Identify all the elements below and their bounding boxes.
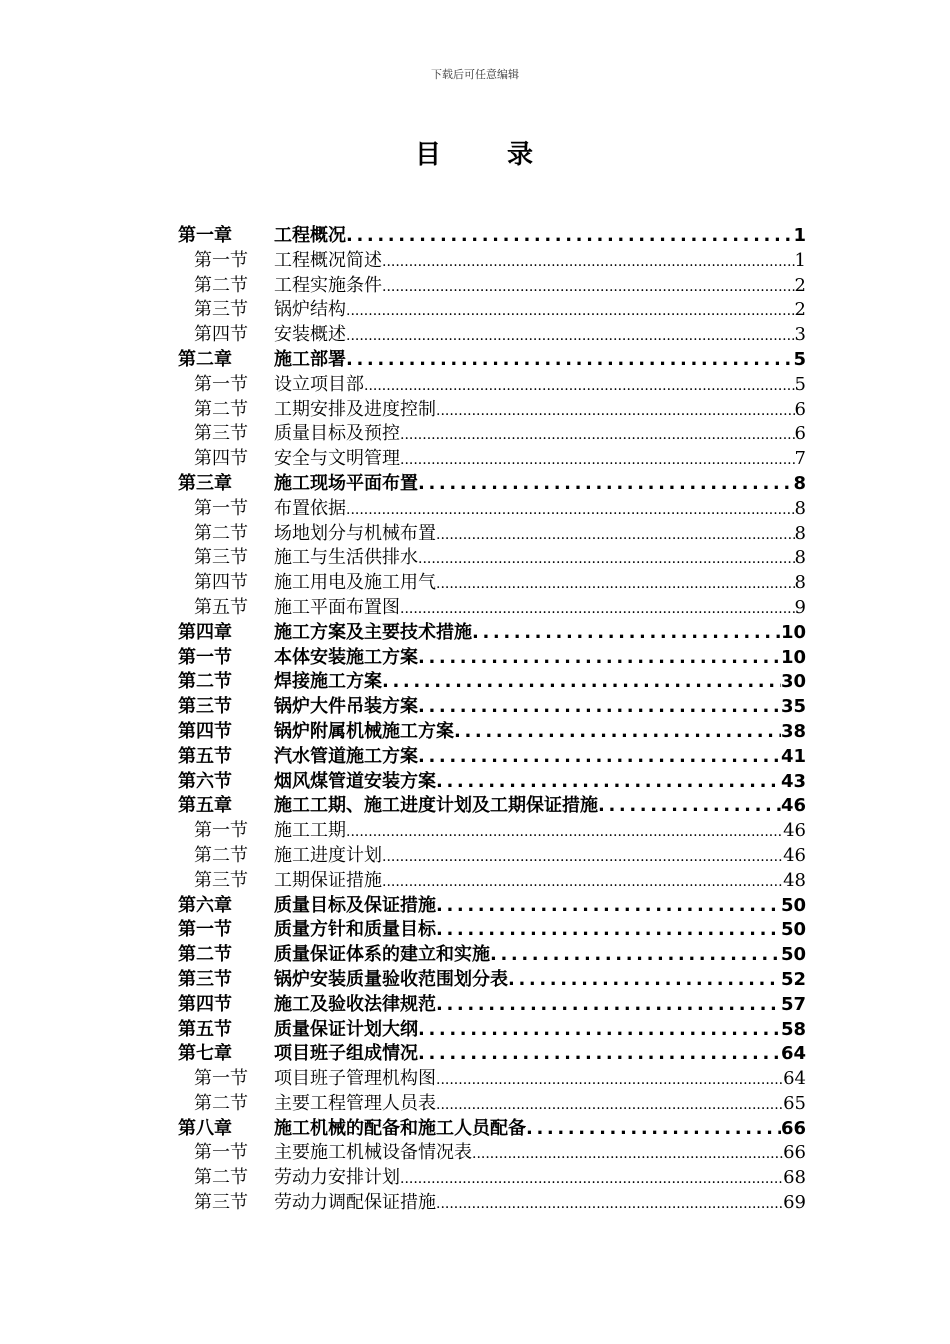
toc-page-number: 38 — [780, 720, 806, 742]
toc-entry-title: 施工工期 — [274, 820, 346, 842]
toc-entry-label: 第一节 — [194, 249, 248, 271]
toc-page-number: 1 — [793, 225, 806, 246]
toc-page-number: 30 — [780, 671, 806, 693]
toc-entry-title: 质量目标及预控 — [274, 423, 400, 445]
toc-dot-leader — [418, 646, 781, 671]
toc-entry-label: 第三节 — [178, 696, 232, 718]
toc-dot-leader — [454, 720, 781, 745]
toc-entry-heading[interactable] — [178, 943, 806, 968]
toc-page-number: 52 — [780, 968, 806, 990]
toc-page-number: 8 — [794, 497, 806, 519]
toc-entry-label: 第三节 — [194, 869, 248, 891]
toc-entry-subsection[interactable] — [178, 546, 806, 571]
toc-dot-leader — [436, 1093, 783, 1118]
toc-page-number: 68 — [783, 1167, 806, 1189]
toc-page-number: 66 — [783, 1142, 806, 1164]
toc-page-number: 41 — [780, 745, 806, 767]
toc-page-number: 50 — [780, 944, 806, 966]
toc-dot-leader — [418, 472, 793, 497]
toc-entry-title: 锅炉结构 — [274, 299, 346, 321]
toc-entry-title: 施工部署 — [274, 348, 346, 370]
toc-dot-leader — [436, 770, 781, 795]
toc-entry-title: 布置依据 — [274, 497, 346, 519]
toc-entry-title: 施工机械的配备和施工人员配备 — [274, 1117, 526, 1139]
toc-page-number: 57 — [780, 993, 806, 1015]
toc-entry-title: 质量目标及保证措施 — [274, 894, 436, 916]
toc-page-number: 8 — [793, 472, 806, 494]
toc-entry-label: 第二节 — [178, 671, 232, 693]
toc-entry-heading[interactable] — [178, 472, 806, 497]
toc-entry-label: 第二节 — [194, 844, 248, 866]
toc-entry-title: 烟风煤管道安装方案 — [274, 770, 436, 792]
toc-entry-label: 第六章 — [178, 894, 232, 916]
toc-entry-title: 设立项目部 — [274, 373, 364, 395]
toc-entry-title: 工程实施条件 — [274, 274, 382, 296]
toc-entry-heading[interactable] — [178, 968, 806, 993]
toc-entry-label: 第一节 — [178, 646, 232, 668]
toc-dot-leader — [436, 572, 795, 597]
toc-dot-leader — [526, 1117, 781, 1142]
toc-dot-leader — [346, 498, 795, 523]
table-of-contents — [178, 224, 806, 1216]
toc-page-number: 66 — [780, 1117, 806, 1139]
toc-page-number: 46 — [780, 795, 806, 817]
toc-entry-title: 本体安装施工方案 — [274, 646, 418, 668]
toc-entry-label: 第一节 — [178, 919, 232, 941]
toc-entry-heading[interactable] — [178, 794, 806, 819]
toc-dot-leader — [472, 621, 781, 646]
toc-entry-label: 第八章 — [178, 1117, 232, 1139]
title-char-right: 录 — [507, 140, 536, 170]
toc-dot-leader — [346, 299, 795, 324]
toc-dot-leader — [508, 968, 781, 993]
toc-dot-leader — [382, 870, 783, 895]
toc-entry-subsection[interactable] — [178, 398, 806, 423]
toc-entry-label: 第三节 — [194, 547, 248, 569]
toc-entry-label: 第五节 — [178, 1018, 232, 1040]
toc-page-number: 2 — [794, 274, 806, 296]
toc-entry-label: 第四节 — [194, 572, 248, 594]
toc-dot-leader — [382, 845, 783, 870]
toc-entry-label: 第四节 — [178, 720, 232, 742]
toc-dot-leader — [346, 224, 793, 249]
toc-entry-title: 安装概述 — [274, 324, 346, 346]
toc-page-number: 8 — [794, 547, 806, 569]
toc-dot-leader — [400, 597, 795, 622]
toc-page-number: 48 — [783, 869, 806, 891]
toc-entry-title: 质量保证体系的建立和实施 — [274, 944, 490, 966]
toc-entry-heading[interactable] — [178, 348, 806, 373]
toc-entry-label: 第一节 — [194, 1142, 248, 1164]
toc-dot-leader — [382, 670, 781, 695]
toc-entry-title: 施工工期、施工进度计划及工期保证措施 — [274, 795, 598, 817]
toc-page-number: 58 — [780, 1018, 806, 1040]
toc-entry-title: 安全与文明管理 — [274, 448, 400, 470]
toc-page-number: 46 — [783, 844, 806, 866]
toc-entry-label: 第二节 — [194, 398, 248, 420]
toc-entry-label: 第六节 — [178, 770, 232, 792]
toc-entry-label: 第二节 — [194, 274, 248, 296]
toc-entry-title: 汽水管道施工方案 — [274, 745, 418, 767]
toc-dot-leader — [400, 423, 795, 448]
toc-entry-title: 锅炉安装质量验收范围划分表 — [274, 968, 508, 990]
toc-dot-leader — [400, 448, 795, 473]
toc-entry-label: 第三节 — [178, 968, 232, 990]
toc-entry-label: 第三章 — [178, 472, 232, 494]
toc-entry-subsection[interactable] — [178, 274, 806, 299]
toc-dot-leader — [490, 943, 781, 968]
page-header-note: 下载后可任意编辑 — [431, 68, 519, 81]
toc-dot-leader — [346, 820, 783, 845]
toc-dot-leader — [436, 1068, 783, 1093]
toc-dot-leader — [346, 324, 795, 349]
toc-dot-leader — [436, 399, 795, 424]
toc-entry-title: 质量保证计划大纲 — [274, 1018, 418, 1040]
toc-entry-label: 第七章 — [178, 1043, 232, 1065]
toc-entry-subsection[interactable] — [178, 869, 806, 894]
toc-entry-heading[interactable] — [178, 670, 806, 695]
toc-entry-label: 第二章 — [178, 348, 232, 370]
toc-entry-title: 施工与生活供排水 — [274, 547, 418, 569]
toc-page-number: 43 — [780, 770, 806, 792]
toc-entry-subsection[interactable] — [178, 1092, 806, 1117]
toc-entry-label: 第二节 — [194, 1092, 248, 1114]
toc-entry-heading[interactable] — [178, 224, 806, 249]
toc-entry-title: 施工进度计划 — [274, 844, 382, 866]
toc-entry-subsection[interactable] — [178, 1141, 806, 1166]
title-char-left: 目 — [414, 140, 443, 170]
toc-entry-label: 第一节 — [194, 497, 248, 519]
toc-dot-leader — [436, 523, 795, 548]
toc-dot-leader — [382, 275, 795, 300]
toc-dot-leader — [382, 250, 795, 275]
toc-page-number: 46 — [783, 820, 806, 842]
toc-page-number: 5 — [793, 348, 806, 370]
toc-entry-title: 施工方案及主要技术措施 — [274, 621, 472, 643]
toc-entry-title: 施工现场平面布置 — [274, 472, 418, 494]
toc-entry-heading[interactable] — [178, 745, 806, 770]
toc-entry-title: 工程概况简述 — [274, 249, 382, 271]
toc-entry-heading[interactable] — [178, 646, 806, 671]
toc-entry-label: 第三节 — [194, 423, 248, 445]
toc-dot-leader — [418, 1042, 781, 1067]
toc-entry-title: 工期安排及进度控制 — [274, 398, 436, 420]
toc-entry-subsection[interactable] — [178, 1067, 806, 1092]
toc-page-number: 1 — [794, 249, 806, 271]
toc-entry-label: 第四节 — [194, 448, 248, 470]
toc-entry-title: 焊接施工方案 — [274, 671, 382, 693]
toc-entry-title: 劳动力安排计划 — [274, 1167, 400, 1189]
toc-dot-leader — [436, 894, 781, 919]
toc-entry-title: 项目班子组成情况 — [274, 1043, 418, 1065]
toc-dot-leader — [598, 794, 781, 819]
toc-dot-leader — [436, 1192, 783, 1217]
toc-entry-title: 工程概况 — [274, 225, 346, 246]
toc-page-number: 10 — [780, 646, 806, 668]
toc-entry-heading[interactable] — [178, 993, 806, 1018]
toc-page-number: 35 — [780, 696, 806, 718]
toc-entry-label: 第四节 — [178, 993, 232, 1015]
toc-entry-subsection[interactable] — [178, 323, 806, 348]
toc-entry-subsection[interactable] — [178, 447, 806, 472]
toc-entry-title: 项目班子管理机构图 — [274, 1068, 436, 1090]
toc-entry-heading[interactable] — [178, 695, 806, 720]
toc-entry-label: 第四章 — [178, 621, 232, 643]
toc-entry-label: 第三节 — [194, 1192, 248, 1214]
toc-entry-subsection[interactable] — [178, 1166, 806, 1191]
toc-entry-label: 第五节 — [178, 745, 232, 767]
toc-entry-subsection[interactable] — [178, 819, 806, 844]
toc-entry-label: 第一章 — [178, 225, 232, 246]
toc-entry-heading[interactable] — [178, 1018, 806, 1043]
toc-entry-title: 劳动力调配保证措施 — [274, 1192, 436, 1214]
toc-entry-heading[interactable] — [178, 894, 806, 919]
toc-entry-subsection[interactable] — [178, 298, 806, 323]
toc-entry-title: 场地划分与机械布置 — [274, 522, 436, 544]
toc-entry-title: 主要施工机械设备情况表 — [274, 1142, 472, 1164]
toc-dot-leader — [364, 374, 795, 399]
toc-entry-title: 质量方针和质量目标 — [274, 919, 436, 941]
toc-entry-label: 第一节 — [194, 373, 248, 395]
toc-entry-heading[interactable] — [178, 918, 806, 943]
toc-dot-leader — [346, 348, 793, 373]
toc-page-number: 7 — [794, 448, 806, 470]
toc-entry-label: 第四节 — [194, 324, 248, 346]
toc-dot-leader — [472, 1142, 783, 1167]
toc-entry-heading[interactable] — [178, 770, 806, 795]
toc-page-number: 50 — [780, 894, 806, 916]
toc-entry-title: 施工平面布置图 — [274, 596, 400, 618]
toc-entry-label: 第一节 — [194, 1068, 248, 1090]
page-title — [0, 134, 950, 171]
toc-entry-title: 主要工程管理人员表 — [274, 1092, 436, 1114]
toc-entry-label: 第二节 — [194, 522, 248, 544]
toc-dot-leader — [418, 745, 781, 770]
toc-dot-leader — [436, 993, 781, 1018]
toc-entry-subsection[interactable] — [178, 522, 806, 547]
toc-entry-heading[interactable] — [178, 621, 806, 646]
toc-entry-subsection[interactable] — [178, 596, 806, 621]
toc-page-number: 65 — [783, 1092, 806, 1114]
toc-entry-subsection[interactable] — [178, 844, 806, 869]
toc-entry-subsection[interactable] — [178, 571, 806, 596]
toc-entry-label: 第一节 — [194, 820, 248, 842]
toc-page-number: 8 — [794, 572, 806, 594]
toc-page-number: 64 — [780, 1043, 806, 1065]
toc-page-number: 6 — [794, 398, 806, 420]
toc-page-number: 69 — [783, 1192, 806, 1214]
toc-entry-subsection[interactable] — [178, 422, 806, 447]
toc-entry-title: 施工及验收法律规范 — [274, 993, 436, 1015]
toc-page-number: 50 — [780, 919, 806, 941]
toc-page-number: 2 — [794, 299, 806, 321]
toc-entry-title: 工期保证措施 — [274, 869, 382, 891]
toc-entry-label: 第五节 — [194, 596, 248, 618]
toc-entry-title: 施工用电及施工用气 — [274, 572, 436, 594]
toc-page-number: 5 — [794, 373, 806, 395]
toc-entry-label: 第五章 — [178, 795, 232, 817]
toc-entry-label: 第三节 — [194, 299, 248, 321]
toc-entry-subsection[interactable] — [178, 497, 806, 522]
toc-entry-heading[interactable] — [178, 720, 806, 745]
toc-entry-heading[interactable] — [178, 1042, 806, 1067]
toc-dot-leader — [418, 1018, 781, 1043]
toc-dot-leader — [418, 547, 795, 572]
toc-entry-label: 第二节 — [178, 944, 232, 966]
toc-page-number: 9 — [794, 596, 806, 618]
toc-dot-leader — [436, 918, 781, 943]
toc-entry-subsection[interactable] — [178, 249, 806, 274]
toc-page-number: 6 — [794, 423, 806, 445]
toc-page-number: 10 — [780, 621, 806, 643]
toc-entry-subsection[interactable] — [178, 1191, 806, 1216]
toc-page-number: 64 — [783, 1068, 806, 1090]
toc-entry-label: 第二节 — [194, 1167, 248, 1189]
toc-entry-title: 锅炉附属机械施工方案 — [274, 720, 454, 742]
toc-page-number: 8 — [794, 522, 806, 544]
toc-entry-title: 锅炉大件吊装方案 — [274, 696, 418, 718]
toc-page-number: 3 — [794, 324, 806, 346]
toc-dot-leader — [400, 1167, 783, 1192]
toc-entry-subsection[interactable] — [178, 373, 806, 398]
toc-entry-heading[interactable] — [178, 1117, 806, 1142]
toc-dot-leader — [418, 695, 781, 720]
